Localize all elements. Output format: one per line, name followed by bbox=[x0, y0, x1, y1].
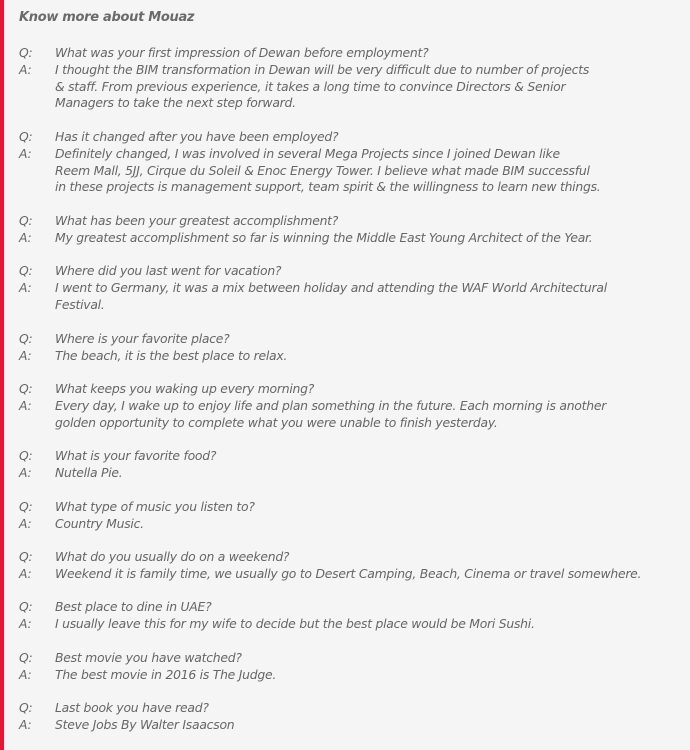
question-text: Best place to dine in UAE? bbox=[55, 599, 212, 614]
answer-label: A: bbox=[19, 666, 32, 682]
qa-item bbox=[19, 499, 689, 533]
answer-row bbox=[19, 516, 689, 533]
qa-item bbox=[19, 381, 689, 431]
answer-label: A: bbox=[19, 61, 32, 77]
question-label: Q: bbox=[19, 129, 33, 144]
answer-row bbox=[19, 280, 689, 297]
answer-row bbox=[19, 146, 689, 163]
question-text: What keeps you waking up every morning? bbox=[55, 381, 315, 396]
answer-text: in these projects is management support, team spirit & the willingness to learn new things. bbox=[55, 179, 601, 195]
answer-text: Country Music. bbox=[55, 515, 144, 531]
answer-label bbox=[19, 79, 55, 96]
answer-row bbox=[19, 179, 689, 196]
answer-row bbox=[19, 95, 689, 112]
answer-label: A: bbox=[19, 716, 32, 732]
answer-label bbox=[19, 179, 55, 196]
question-text: Has it changed after you have been employed? bbox=[55, 129, 339, 144]
answer-text: Managers to take the next step forward. bbox=[55, 95, 296, 111]
question-label: Q: bbox=[19, 263, 33, 278]
qa-item bbox=[19, 129, 689, 196]
qa-item bbox=[19, 448, 689, 482]
answer-label: A: bbox=[19, 279, 32, 295]
answer-row bbox=[19, 163, 689, 180]
question-label: Q: bbox=[19, 599, 33, 614]
question-text: What has been your greatest accomplishment? bbox=[55, 213, 339, 228]
question-row bbox=[19, 331, 689, 348]
qa-item bbox=[19, 700, 689, 734]
answer-row bbox=[19, 566, 689, 583]
answer-text: I went to Germany, it was a mix between holiday and attending the WAF World Architectural bbox=[55, 279, 607, 295]
question-row bbox=[19, 549, 689, 566]
question-row bbox=[19, 263, 689, 280]
answer-row bbox=[19, 398, 689, 415]
answer-label: A: bbox=[19, 145, 32, 161]
question-text: What do you usually do on a weekend? bbox=[55, 549, 290, 564]
answer-label bbox=[19, 95, 55, 112]
answer-text: & staff. From previous experience, it takes a long time to convince Directors & Senior bbox=[55, 78, 566, 94]
question-row bbox=[19, 45, 689, 62]
answer-label: A: bbox=[19, 464, 32, 480]
answer-row bbox=[19, 62, 689, 79]
qa-item bbox=[19, 549, 689, 583]
qa-item bbox=[19, 331, 689, 365]
answer-row bbox=[19, 79, 689, 96]
question-text: Where is your favorite place? bbox=[55, 331, 230, 346]
question-label: Q: bbox=[19, 650, 33, 665]
answer-label: A: bbox=[19, 515, 32, 531]
qa-item bbox=[19, 45, 689, 112]
qa-item bbox=[19, 263, 689, 313]
question-label: Q: bbox=[19, 700, 33, 715]
answer-label: A: bbox=[19, 565, 32, 581]
answer-row bbox=[19, 616, 689, 633]
answer-text: Definitely changed, I was involved in several Mega Projects since I joined Dewan like bbox=[55, 145, 560, 161]
answer-text: My greatest accomplishment so far is winning the Middle East Young Architect of the Year. bbox=[55, 229, 593, 245]
question-row bbox=[19, 599, 689, 616]
answer-label: A: bbox=[19, 347, 32, 363]
answer-label bbox=[19, 415, 55, 432]
answer-text: golden opportunity to complete what you were unable to finish yesterday. bbox=[55, 414, 498, 430]
question-label: Q: bbox=[19, 549, 33, 564]
answer-row bbox=[19, 667, 689, 684]
answer-row bbox=[19, 230, 689, 247]
answer-text: The best movie in 2016 is The Judge. bbox=[55, 666, 277, 682]
question-label: Q: bbox=[19, 213, 33, 228]
answer-label: A: bbox=[19, 397, 32, 413]
answer-text: Every day, I wake up to enjoy life and plan something in the future. Each morning is another bbox=[55, 397, 607, 413]
question-row bbox=[19, 213, 689, 230]
question-row bbox=[19, 499, 689, 516]
page-title: Know more about Mouaz bbox=[19, 10, 195, 25]
answer-label bbox=[19, 297, 55, 314]
answer-text: I usually leave this for my wife to decide but the best place would be Mori Sushi. bbox=[55, 615, 535, 631]
question-label: Q: bbox=[19, 499, 33, 514]
question-row bbox=[19, 381, 689, 398]
question-text: Where did you last went for vacation? bbox=[55, 263, 282, 278]
question-row bbox=[19, 129, 689, 146]
answer-row bbox=[19, 415, 689, 432]
question-row bbox=[19, 650, 689, 667]
question-label: Q: bbox=[19, 448, 33, 463]
answer-row bbox=[19, 297, 689, 314]
answer-text: Steve Jobs By Walter Isaacson bbox=[55, 716, 235, 732]
question-label: Q: bbox=[19, 381, 33, 396]
question-text: What was your first impression of Dewan before employment? bbox=[55, 45, 429, 60]
answer-text: Reem Mall, 5JJ, Cirque du Soleil & Enoc Energy Tower. I believe what made BIM successful bbox=[55, 162, 590, 178]
question-text: What is your favorite food? bbox=[55, 448, 217, 463]
question-row bbox=[19, 700, 689, 717]
question-row bbox=[19, 448, 689, 465]
answer-row bbox=[19, 465, 689, 482]
qa-item bbox=[19, 213, 689, 247]
answer-label: A: bbox=[19, 229, 32, 245]
answer-label: A: bbox=[19, 615, 32, 631]
answer-row bbox=[19, 348, 689, 365]
answer-label bbox=[19, 163, 55, 180]
qa-item bbox=[19, 650, 689, 684]
question-label: Q: bbox=[19, 45, 33, 60]
answer-row bbox=[19, 717, 689, 734]
question-text: Last book you have read? bbox=[55, 700, 209, 715]
answer-text: Weekend it is family time, we usually go to Desert Camping, Beach, Cinema or travel somewhere. bbox=[55, 565, 642, 581]
answer-text: Festival. bbox=[55, 296, 105, 312]
question-label: Q: bbox=[19, 331, 33, 346]
answer-text: I thought the BIM transformation in Dewan will be very difficult due to number of projects bbox=[55, 61, 590, 77]
answer-text: The beach, it is the best place to relax. bbox=[55, 347, 288, 363]
question-text: Best movie you have watched? bbox=[55, 650, 242, 665]
qa-item bbox=[19, 599, 689, 633]
answer-text: Nutella Pie. bbox=[55, 464, 123, 480]
question-text: What type of music you listen to? bbox=[55, 499, 255, 514]
